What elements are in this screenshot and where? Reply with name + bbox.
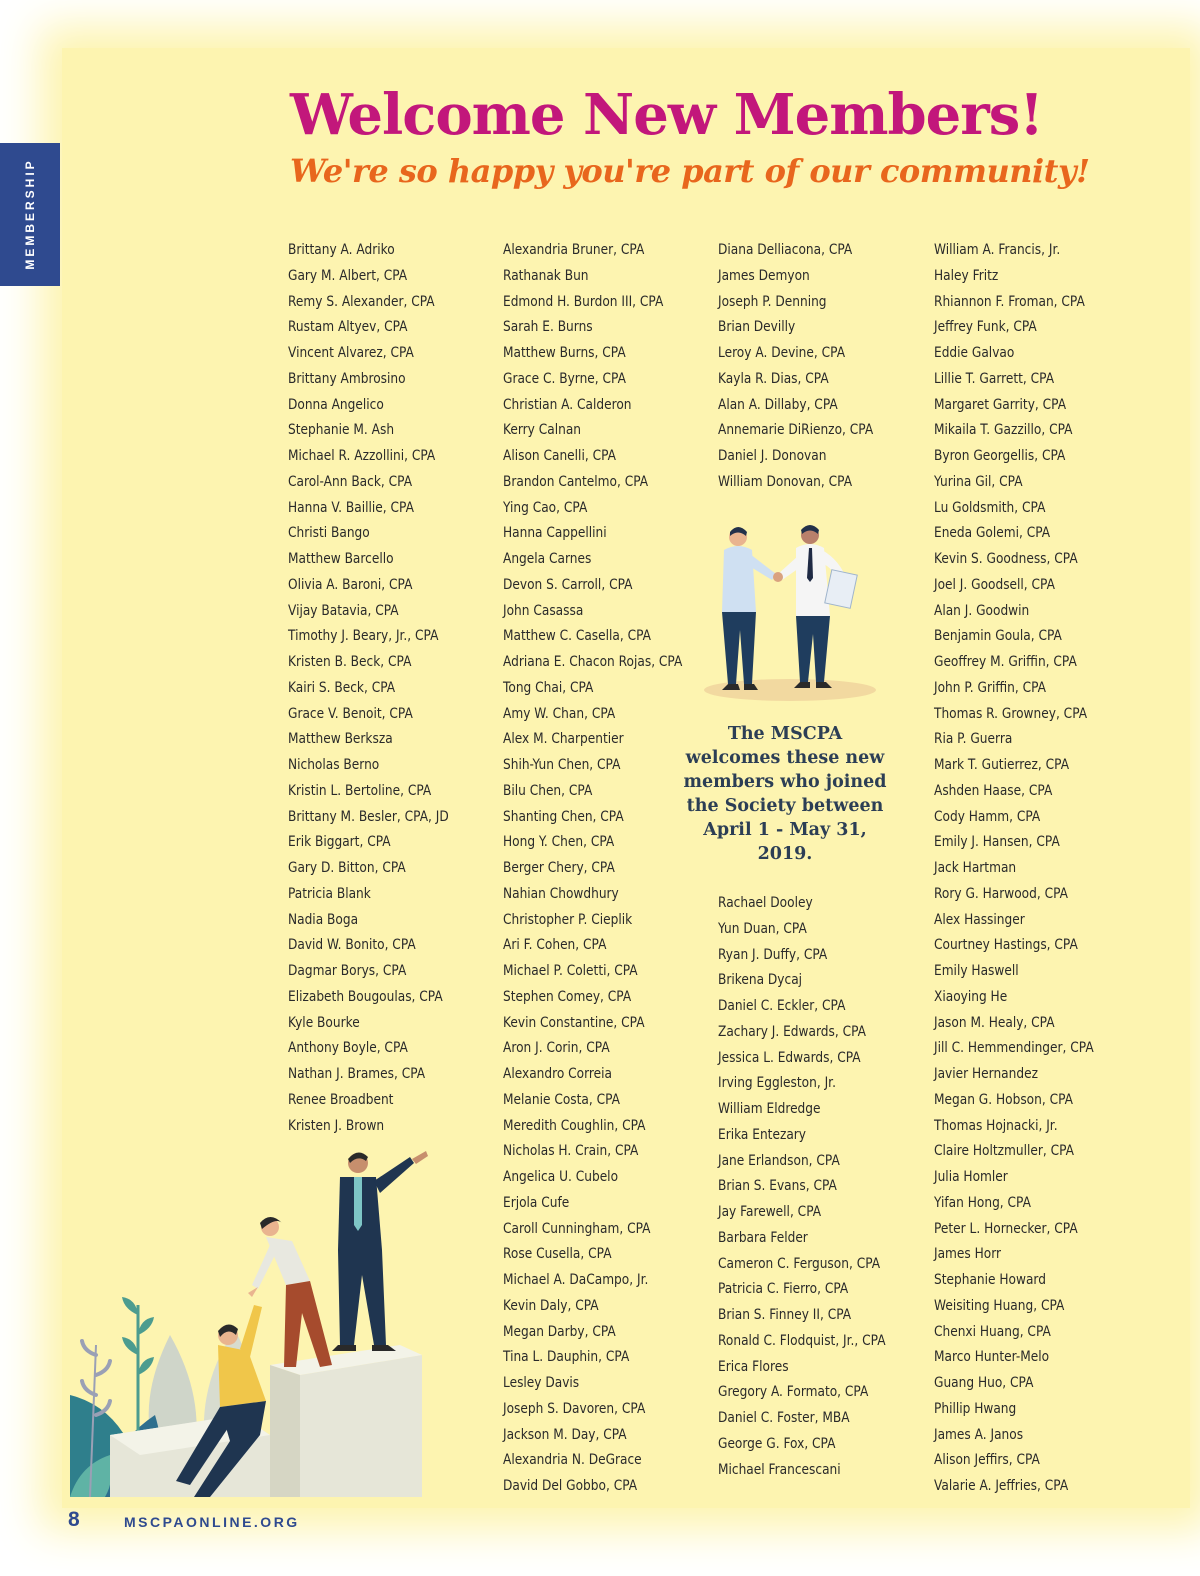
- member-name: Alison Jeffirs, CPA: [934, 1452, 1040, 1469]
- member-name: Bilu Chen, CPA: [503, 782, 593, 799]
- member-name: Phillip Hwang: [934, 1400, 1017, 1417]
- member-name: Brian S. Finney II, CPA: [718, 1307, 852, 1323]
- member-name: Courtney Hastings, CPA: [934, 937, 1078, 954]
- member-name: Rachael Dooley: [718, 895, 813, 911]
- member-name: Angelica U. Cubelo: [503, 1169, 619, 1185]
- member-name: George G. Fox, CPA: [718, 1435, 836, 1452]
- member-list-column-1: [288, 238, 449, 1139]
- member-name: Jeffrey Funk, CPA: [934, 319, 1037, 336]
- member-name: Geoffrey M. Griffin, CPA: [934, 654, 1077, 670]
- member-name: Timothy J. Beary, Jr., CPA: [288, 628, 439, 645]
- handshake-illustration: [700, 520, 880, 705]
- member-list-column-2: [503, 238, 682, 1500]
- member-name: Angela Carnes: [503, 551, 592, 567]
- member-name: Daniel C. Eckler, CPA: [718, 998, 846, 1014]
- member-name: Hong Y. Chen, CPA: [503, 834, 615, 851]
- member-name: Matthew Barcello: [288, 551, 394, 567]
- member-name: Rory G. Harwood, CPA: [934, 885, 1069, 902]
- member-name: Emily Haswell: [934, 963, 1019, 979]
- member-name: Joel J. Goodsell, CPA: [934, 576, 1055, 593]
- member-name: David Del Gobbo, CPA: [503, 1478, 638, 1494]
- member-name: Alex Hassinger: [934, 911, 1025, 928]
- member-name: Emily J. Hansen, CPA: [934, 834, 1060, 851]
- member-name: Rhiannon F. Froman, CPA: [934, 293, 1085, 310]
- member-name: Daniel J. Donovan: [718, 448, 827, 464]
- member-name: Rose Cusella, CPA: [503, 1246, 612, 1263]
- member-name: Yifan Hong, CPA: [934, 1194, 1031, 1211]
- member-name: Matthew Berksza: [288, 731, 393, 748]
- member-name: Megan Darby, CPA: [503, 1323, 616, 1340]
- member-name: Ashden Haase, CPA: [934, 782, 1053, 799]
- member-name: Cameron C. Ferguson, CPA: [718, 1255, 881, 1272]
- member-name: Rathanak Bun: [503, 267, 589, 284]
- member-name: Joseph P. Denning: [718, 293, 827, 310]
- member-name: Julia Homler: [934, 1169, 1008, 1185]
- member-name: Zachary J. Edwards, CPA: [718, 1023, 866, 1040]
- member-name: Diana Delliacona, CPA: [718, 242, 853, 258]
- member-name: Nathan J. Brames, CPA: [288, 1066, 426, 1082]
- member-name: Christian A. Calderon: [503, 396, 632, 413]
- member-name: Javier Hernandez: [934, 1066, 1038, 1082]
- member-name: Gary D. Bitton, CPA: [288, 860, 406, 876]
- member-name: Christopher P. Cieplik: [503, 911, 633, 928]
- member-name: Kevin S. Goodness, CPA: [934, 551, 1078, 567]
- member-name: Vincent Alvarez, CPA: [288, 345, 414, 361]
- member-name: Michael P. Coletti, CPA: [503, 963, 638, 979]
- member-name: Alex M. Charpentier: [503, 731, 624, 748]
- member-name: Lesley Davis: [503, 1375, 580, 1391]
- member-name: Valarie A. Jeffries, CPA: [934, 1478, 1069, 1494]
- member-name: Haley Fritz: [934, 267, 999, 284]
- member-name: Cody Hamm, CPA: [934, 808, 1041, 825]
- member-name: Carol-Ann Back, CPA: [288, 473, 413, 490]
- member-name: Irving Eggleston, Jr.: [718, 1075, 836, 1092]
- member-name: Jessica L. Edwards, CPA: [718, 1049, 861, 1066]
- member-name: Kairi S. Beck, CPA: [288, 679, 396, 696]
- member-name: Daniel C. Foster, MBA: [718, 1410, 850, 1426]
- member-name: Alexandria N. DeGrace: [503, 1452, 642, 1469]
- member-name: John Casassa: [503, 602, 584, 619]
- section-tab: [0, 143, 60, 286]
- member-name: Lu Goldsmith, CPA: [934, 499, 1046, 516]
- member-name: Erika Entezary: [718, 1126, 807, 1143]
- member-name: Ronald C. Flodquist, Jr., CPA: [718, 1332, 886, 1349]
- member-name: Shih-Yun Chen, CPA: [503, 757, 621, 773]
- member-name: Kristen J. Brown: [288, 1117, 385, 1134]
- member-name: Megan G. Hobson, CPA: [934, 1091, 1073, 1108]
- member-name: Alison Canelli, CPA: [503, 448, 616, 464]
- teamwork-illustration: [70, 1145, 440, 1497]
- member-name: Jason M. Healy, CPA: [934, 1014, 1055, 1031]
- page-title: Welcome New Members!: [290, 82, 1043, 148]
- member-name: Ria P. Guerra: [934, 731, 1013, 748]
- member-name: William Eldredge: [718, 1101, 821, 1117]
- member-name: Anthony Boyle, CPA: [288, 1040, 408, 1057]
- member-name: Meredith Coughlin, CPA: [503, 1117, 646, 1134]
- member-name: Michael A. DaCampo, Jr.: [503, 1272, 649, 1288]
- member-name: Nicholas Berno: [288, 757, 380, 773]
- member-name: Brikena Dycaj: [718, 972, 803, 989]
- member-name: Christi Bango: [288, 525, 370, 542]
- member-name: Kayla R. Dias, CPA: [718, 370, 829, 387]
- member-name: Jane Erlandson, CPA: [718, 1152, 840, 1169]
- member-name: Kevin Daly, CPA: [503, 1297, 599, 1314]
- member-name: Margaret Garrity, CPA: [934, 396, 1067, 413]
- member-name: Weisiting Huang, CPA: [934, 1297, 1065, 1314]
- member-name: Adriana E. Chacon Rojas, CPA: [503, 654, 683, 670]
- member-name: Joseph S. Davoren, CPA: [503, 1400, 646, 1417]
- member-name: Byron Georgellis, CPA: [934, 448, 1066, 464]
- member-name: Erik Biggart, CPA: [288, 834, 391, 851]
- member-name: Renee Broadbent: [288, 1091, 394, 1108]
- member-name: Thomas R. Growney, CPA: [934, 705, 1088, 722]
- member-name: Jill C. Hemmendinger, CPA: [934, 1040, 1094, 1057]
- member-name: Eneda Golemi, CPA: [934, 525, 1051, 542]
- member-name: Alexandria Bruner, CPA: [503, 242, 645, 258]
- member-name: Alan J. Goodwin: [934, 602, 1030, 619]
- member-list-column-3-bottom: [718, 891, 886, 1483]
- member-name: Ying Cao, CPA: [503, 499, 588, 516]
- member-name: Jay Farewell, CPA: [718, 1204, 822, 1220]
- member-name: Rustam Altyev, CPA: [288, 319, 408, 336]
- member-name: Benjamin Goula, CPA: [934, 628, 1062, 645]
- member-list-column-3-top: [718, 238, 873, 496]
- member-name: Brittany M. Besler, CPA, JD: [288, 808, 449, 825]
- member-name: Brian Devilly: [718, 319, 796, 336]
- member-name: Olivia A. Baroni, CPA: [288, 576, 413, 593]
- member-name: Chenxi Huang, CPA: [934, 1323, 1051, 1340]
- member-name: Amy W. Chan, CPA: [503, 705, 616, 722]
- member-name: Brittany Ambrosino: [288, 370, 406, 387]
- member-name: Kristin L. Bertoline, CPA: [288, 782, 432, 799]
- member-name: Barbara Felder: [718, 1229, 808, 1246]
- member-name: Leroy A. Devine, CPA: [718, 345, 846, 361]
- member-name: Matthew Burns, CPA: [503, 345, 626, 361]
- member-name: Devon S. Carroll, CPA: [503, 576, 633, 593]
- member-name: Nicholas H. Crain, CPA: [503, 1143, 639, 1160]
- member-name: Brittany A. Adriko: [288, 242, 395, 258]
- member-name: Peter L. Hornecker, CPA: [934, 1220, 1078, 1237]
- page-number: 8: [68, 1508, 80, 1531]
- member-name: Kristen B. Beck, CPA: [288, 654, 412, 670]
- member-name: Patricia Blank: [288, 885, 371, 902]
- member-name: Stephen Comey, CPA: [503, 988, 632, 1005]
- member-name: William Donovan, CPA: [718, 473, 853, 490]
- member-name: Erica Flores: [718, 1358, 789, 1375]
- member-name: Elizabeth Bougoulas, CPA: [288, 988, 443, 1005]
- member-name: Stephanie Howard: [934, 1272, 1046, 1288]
- member-name: Marco Hunter-Melo: [934, 1349, 1050, 1366]
- member-name: Gregory A. Formato, CPA: [718, 1384, 869, 1401]
- member-name: Gary M. Albert, CPA: [288, 267, 408, 284]
- member-name: David W. Bonito, CPA: [288, 937, 416, 954]
- member-list-column-4: [934, 238, 1094, 1500]
- member-name: Berger Chery, CPA: [503, 860, 615, 876]
- member-name: Ryan J. Duffy, CPA: [718, 946, 828, 963]
- member-name: Annemarie DiRienzo, CPA: [718, 422, 874, 439]
- member-name: Tong Chai, CPA: [503, 679, 594, 696]
- member-name: Jack Hartman: [934, 860, 1017, 876]
- member-name: Stephanie M. Ash: [288, 422, 395, 439]
- member-name: Guang Huo, CPA: [934, 1375, 1034, 1391]
- member-name: Brandon Cantelmo, CPA: [503, 473, 649, 490]
- member-name: Donna Angelico: [288, 396, 384, 413]
- member-name: Edmond H. Burdon III, CPA: [503, 293, 664, 310]
- member-name: Hanna Cappellini: [503, 525, 607, 542]
- member-name: Sarah E. Burns: [503, 319, 593, 336]
- member-name: Xiaoying He: [934, 988, 1008, 1005]
- website-link[interactable]: MSCPAONLINE.ORG: [124, 1514, 300, 1530]
- member-name: Aron J. Corin, CPA: [503, 1040, 610, 1057]
- member-name: Thomas Hojnacki, Jr.: [934, 1117, 1058, 1134]
- member-name: Grace C. Byrne, CPA: [503, 370, 626, 387]
- member-name: Nahian Chowdhury: [503, 885, 619, 902]
- member-name: Michael Francescani: [718, 1461, 841, 1478]
- member-name: Dagmar Borys, CPA: [288, 963, 407, 979]
- member-name: Patricia C. Fierro, CPA: [718, 1281, 849, 1298]
- member-name: Yun Duan, CPA: [718, 920, 807, 937]
- member-name: Lillie T. Garrett, CPA: [934, 370, 1055, 387]
- member-name: Claire Holtzmuller, CPA: [934, 1143, 1075, 1160]
- member-name: James A. Janos: [934, 1426, 1024, 1443]
- section-tab-label: MEMBERSHIP: [23, 158, 37, 270]
- member-name: Yurina Gil, CPA: [934, 473, 1023, 490]
- member-name: Erjola Cufe: [503, 1194, 570, 1211]
- member-name: Kyle Bourke: [288, 1014, 360, 1031]
- member-name: Remy S. Alexander, CPA: [288, 293, 435, 310]
- member-name: Hanna V. Baillie, CPA: [288, 499, 414, 516]
- member-name: James Demyon: [718, 267, 810, 284]
- member-name: Alan A. Dillaby, CPA: [718, 396, 838, 413]
- member-name: Michael R. Azzollini, CPA: [288, 448, 436, 464]
- member-name: Tina L. Dauphin, CPA: [503, 1349, 630, 1366]
- member-name: Caroll Cunningham, CPA: [503, 1220, 651, 1237]
- member-name: Kevin Constantine, CPA: [503, 1014, 645, 1031]
- member-name: Vijay Batavia, CPA: [288, 602, 399, 619]
- member-name: Mikaila T. Gazzillo, CPA: [934, 422, 1073, 439]
- member-name: Grace V. Benoit, CPA: [288, 705, 413, 722]
- member-name: Melanie Costa, CPA: [503, 1091, 621, 1108]
- member-name: Kerry Calnan: [503, 422, 582, 439]
- member-name: Brian S. Evans, CPA: [718, 1178, 837, 1195]
- member-name: William A. Francis, Jr.: [934, 242, 1061, 258]
- member-name: Mark T. Gutierrez, CPA: [934, 757, 1070, 773]
- member-name: Nadia Boga: [288, 911, 359, 928]
- membership-callout: The MSCPA welcomes these new members who joined the Society between April 1 - May 31, 2019.: [683, 724, 887, 864]
- member-name: Alexandro Correia: [503, 1066, 613, 1082]
- member-name: Jackson M. Day, CPA: [503, 1426, 627, 1443]
- member-name: Ari F. Cohen, CPA: [503, 937, 607, 954]
- member-name: James Horr: [934, 1246, 1002, 1263]
- member-name: Shanting Chen, CPA: [503, 808, 624, 825]
- member-name: Eddie Galvao: [934, 345, 1015, 361]
- page-subtitle: We're so happy you're part of our community!: [290, 152, 1090, 190]
- member-name: Matthew C. Casella, CPA: [503, 628, 652, 645]
- member-name: John P. Griffin, CPA: [934, 679, 1047, 696]
